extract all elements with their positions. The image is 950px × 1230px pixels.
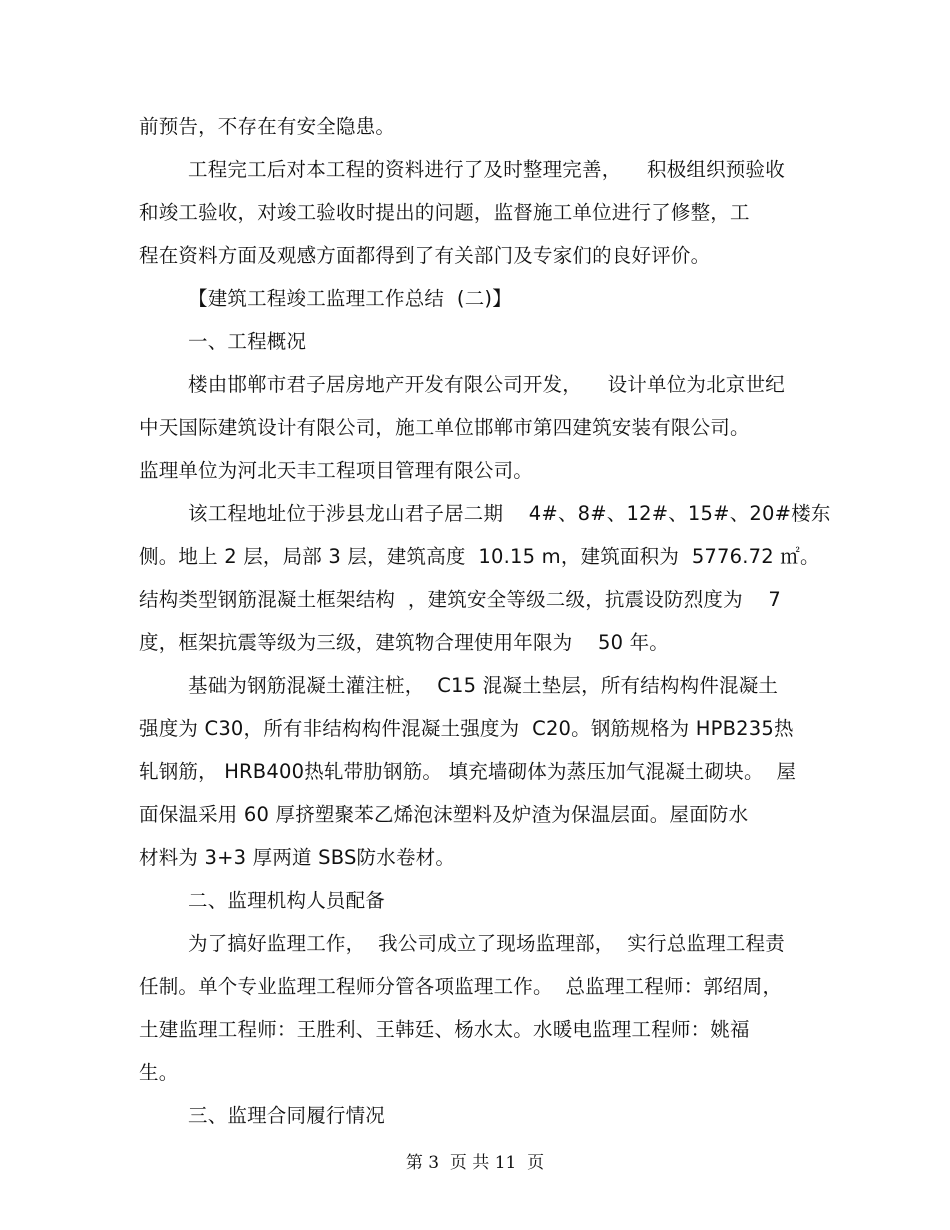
paragraph-line: 土建监理工程师：王胜利、王韩廷、杨水太。水暖电监理工程师：姚福 bbox=[139, 1018, 750, 1041]
paragraph-line: 前预告，不存在有安全隐患。 bbox=[139, 115, 396, 138]
paragraph-line: 监理单位为河北天丰工程项目管理有限公司。 bbox=[139, 459, 534, 482]
paragraph-line: 结构类型钢筋混凝土框架结构 ，建筑安全等级二级，抗震设防烈度为 7 bbox=[139, 588, 781, 611]
paragraph-line: 面保温采用 60 厚挤塑聚苯乙烯泡沫塑料及炉渣为保温层面。屋面防水 bbox=[139, 803, 749, 826]
paragraph-line: 生。 bbox=[139, 1061, 179, 1084]
paragraph-line: 强度为 C30，所有非结构构件混凝土强度为 C20。钢筋规格为 HPB235热 bbox=[139, 717, 794, 740]
paragraph-line: 中天国际建筑设计有限公司，施工单位邯郸市第四建筑安装有限公司。 bbox=[139, 416, 750, 439]
paragraph-line: 任制。单个专业监理工程师分管各项监理工作。 总监理工程师：郭绍周， bbox=[139, 975, 783, 998]
paragraph-line: 楼由邯郸市君子居房地产开发有限公司开发， 设计单位为北京世纪 bbox=[188, 373, 785, 396]
paragraph-line: 侧。地上 2 层，局部 3 层，建筑高度 10.15 m，建筑面积为 5776.72 ㎡。 bbox=[139, 545, 820, 568]
section-heading: 三、监理合同履行情况 bbox=[188, 1104, 386, 1127]
paragraph-line: 和竣工验收，对竣工验收时提出的问题，监督施工单位进行了修整，工 bbox=[139, 201, 750, 224]
paragraph-line: 该工程地址位于涉县龙山君子居二期 4#、8#、12#、15#、20#楼东 bbox=[188, 502, 831, 525]
paragraph-line: 轧钢筋， HRB400热轧带肋钢筋。 填充墙砌体为蒸压加气混凝土砌块。 屋 bbox=[139, 760, 797, 783]
paragraph-line: 为了搞好监理工作， 我公司成立了现场监理部， 实行总监理工程责 bbox=[188, 932, 785, 955]
paragraph-line: 工程完工后对本工程的资料进行了及时整理完善， 积极组织预验收 bbox=[188, 158, 785, 181]
paragraph-line: 材料为 3+3 厚两道 SBS防水卷材。 bbox=[139, 846, 456, 869]
section-heading: 二、监理机构人员配备 bbox=[188, 889, 386, 912]
paragraph-line: 度，框架抗震等级为三级，建筑物合理使用年限为 50 年。 bbox=[139, 631, 670, 654]
paragraph-line: 程在资料方面及观感方面都得到了有关部门及专家们的良好评价。 bbox=[139, 244, 711, 267]
section-title: 【建筑工程竣工监理工作总结 (二)】 bbox=[188, 287, 512, 310]
page-number-footer: 第 3 页 共 11 页 bbox=[405, 1153, 545, 1173]
paragraph-line: 基础为钢筋混凝土灌注桩， C15 混凝土垫层，所有结构构件混凝土 bbox=[188, 674, 779, 697]
section-heading: 一、工程概况 bbox=[188, 330, 307, 353]
